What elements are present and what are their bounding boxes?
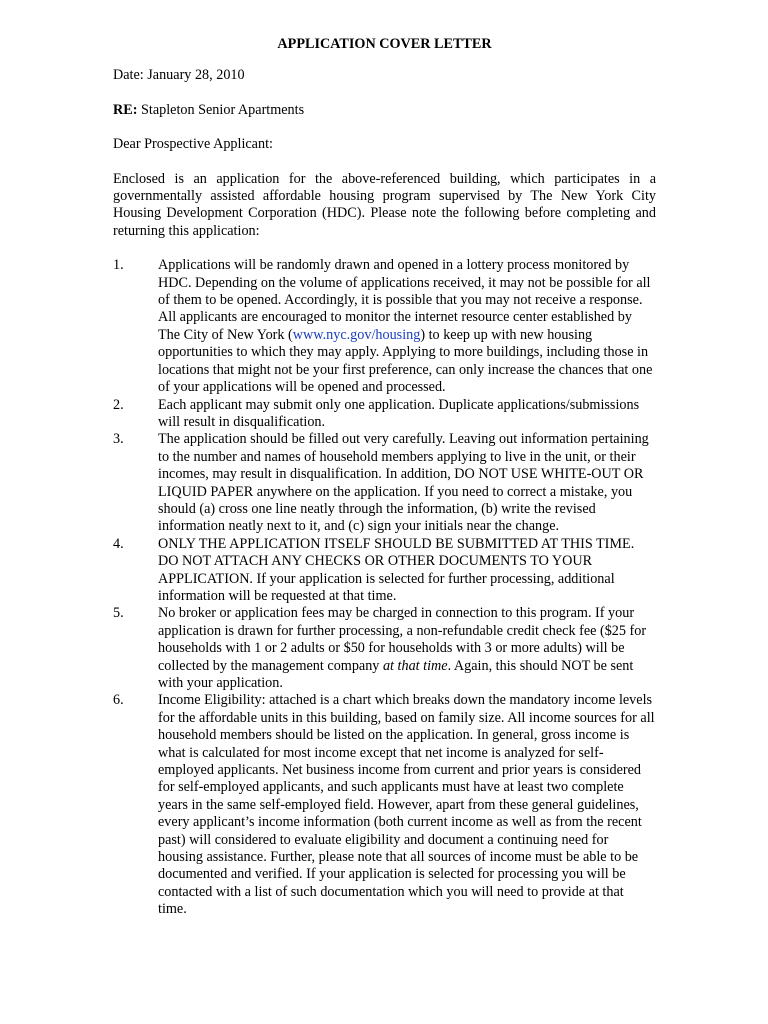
item-text: Income Eligibility: attached is a chart which breaks down the mandatory income levels for the affordable units in this building, based on family size. All income sources for all household members should be listed on the application. In general, gross income is what is calculated for most income except that net income is analyzed for self-employed applicants. Net business income from current and prior years is considered for self-employed applicants, and such applicants must have at least two complete years in the same self-employed field. However, apart from these general guidelines, every applicant’s income information (both current income as well as from the recent past) will considered to evaluate eligibility and document a continuing need for housing assistance. Further, please note that all sources of income must be able to be documented and verified. If your application is selected for processing you will be contacted with a list of such documentation which you will need to provide at that time. [158, 692, 655, 918]
item-text-part: . Again, this should NOT be sent with your application. [158, 657, 634, 691]
item-text: Each applicant may submit only one application. Duplicate applications/submissions will result in disqualification. [158, 396, 640, 430]
item-number: 1. [113, 257, 124, 274]
nyc-housing-link[interactable]: www.nyc.gov/housing [292, 326, 421, 343]
list-item [113, 431, 656, 535]
item-text: ONLY THE APPLICATION ITSELF SHOULD BE SUBMITTED AT THIS TIME. DO NOT ATTACH ANY CHECKS OR OTHER DOCUMENTS TO YOUR APPLICATION. If your application is selected for further processing, additional information will be requested at that time. [158, 535, 635, 604]
item-number: 4. [113, 535, 124, 552]
numbered-list [113, 257, 656, 918]
item-text [158, 605, 656, 692]
list-item [113, 692, 656, 918]
re-label: RE: [113, 101, 138, 118]
re-line [113, 102, 656, 119]
item-text-part: Applications will be randomly drawn and opened in a lottery process monitored by HDC. Depending on the volume of applications received, it may not be possible for all of them to be opened. Accordingly, it is possible that you may not receive a response. All applicants are encouraged to monitor the internet resource center established by The City of New York ( [158, 257, 651, 343]
item-number: 3. [113, 431, 124, 448]
date-line: Date: January 28, 2010 [113, 67, 245, 84]
item-emphasis: at that time [382, 657, 448, 674]
item-text: The application should be filled out very carefully. Leaving out information pertaining to the number and names of household members applying to live in the unit, or their incomes, may result in disqualification. In addition, DO NOT USE WHITE-OUT OR LIQUID PAPER anywhere on the application. If you need to correct a mistake, you should (a) cross one line neatly through the information, (b) write the revised information neatly next to it, and (c) sign your initials near the change. [158, 431, 649, 535]
item-number: 6. [113, 692, 124, 709]
page-title: APPLICATION COVER LETTER [277, 36, 492, 52]
salutation: Dear Prospective Applicant: [113, 136, 273, 153]
list-item [113, 605, 656, 692]
list-item [113, 536, 656, 606]
item-number: 5. [113, 605, 124, 622]
re-value: Stapleton Senior Apartments [137, 101, 305, 118]
item-text-part: No broker or application fees may be charged in connection to this program. If your application is drawn for further processing, a non-refundable credit check fee ($25 for households with 1 or 2 adults or $50 for households with 3 or more adults) will be collected by the management company [158, 605, 647, 674]
item-text [158, 257, 656, 396]
item-text-part: ) to keep up with new housing opportunities to which they may apply. Applying to more buildings, including those in locations that might not be your first preference, can only increase the chances that one of your applications will be opened and processed. [158, 326, 653, 396]
list-item [113, 397, 656, 432]
list-item [113, 257, 656, 396]
item-number: 2. [113, 396, 124, 413]
intro-paragraph: Enclosed is an application for the above-referenced building, which participates in a governmentally assisted affordable housing program supervised by The New York City Housing Development Corporation (HDC). Please note the following before completing and returning this application: [113, 170, 656, 239]
